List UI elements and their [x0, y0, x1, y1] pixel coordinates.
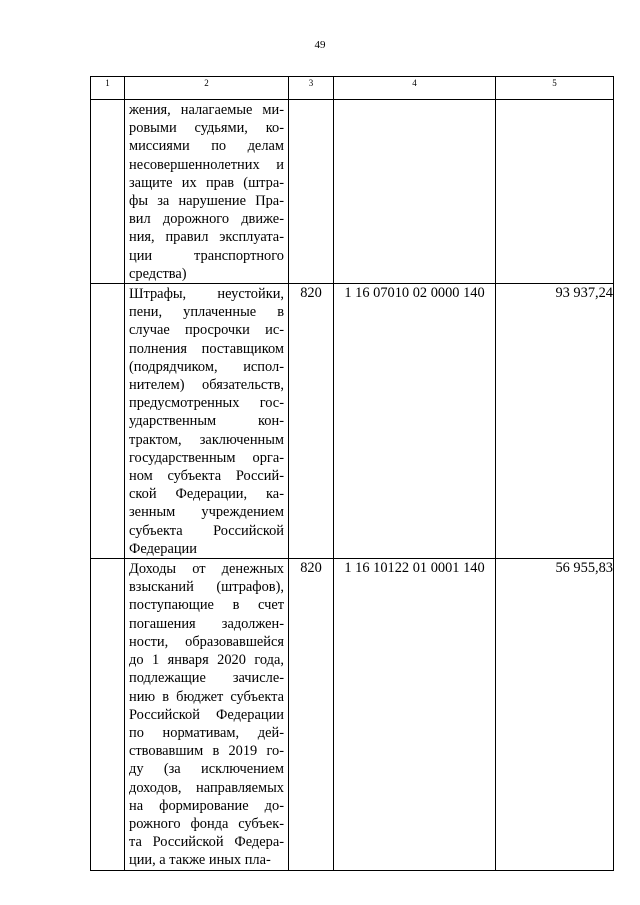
column-header: 3	[289, 77, 334, 100]
description-line: случае просрочки ис-	[129, 322, 284, 339]
admin-code-cell	[289, 100, 334, 284]
budget-classification-code-cell: 1 16 10122 01 0001 140	[334, 559, 496, 870]
description-line: государственным орга-	[129, 449, 284, 466]
admin-code-cell: 820	[289, 559, 334, 870]
description-line: вил дорожного движе-	[129, 211, 284, 228]
description-line: ния, правил эксплуата-	[129, 229, 284, 246]
description-line: Российской Федерации	[129, 706, 284, 723]
row-number-cell	[91, 284, 125, 559]
description-line: ном субъекта Россий-	[129, 468, 284, 485]
description-line: трактом, заключенным	[129, 431, 284, 448]
description-line: зенным учреждением	[129, 504, 284, 521]
income-description-cell	[125, 100, 289, 284]
amount-cell: 93 937,24	[496, 284, 614, 559]
description-line: субъекта Российской	[129, 522, 284, 539]
row-number-cell	[91, 100, 125, 284]
description-line: ции, а также иных пла-	[129, 852, 271, 869]
income-description-cell	[125, 284, 289, 559]
page-number: 49	[314, 39, 326, 51]
column-header: 2	[125, 77, 289, 100]
description-line: погашения задолжен-	[129, 615, 284, 632]
description-line: миссиями по делам	[129, 138, 284, 155]
description-line: подлежащие зачисле-	[129, 670, 284, 687]
description-line: поступающие в счет	[129, 597, 284, 614]
description-line: предусмотренных гос-	[129, 395, 284, 412]
description-line: полнения поставщиком	[129, 340, 284, 357]
description-line: защите их прав (штра-	[129, 174, 284, 191]
description-line: доходов, направляемых	[129, 779, 284, 796]
description-line: на формирование до-	[129, 797, 284, 814]
description-line: Доходы от денежных	[129, 561, 284, 578]
table-row	[91, 559, 614, 870]
amount-cell: 56 955,83	[496, 559, 614, 870]
description-line: ции транспортного	[129, 247, 284, 264]
description-line: средства)	[129, 265, 187, 282]
description-line: нителем) обязательств,	[129, 377, 284, 394]
column-header: 5	[496, 77, 614, 100]
column-header: 4	[334, 77, 496, 100]
description-line: несовершеннолетних и	[129, 156, 284, 173]
description-line: Штрафы, неустойки,	[129, 286, 284, 303]
column-header: 1	[91, 77, 125, 100]
description-line: пени, уплаченные в	[129, 304, 284, 321]
description-line: ду (за исключением	[129, 761, 284, 778]
description-line: (подрядчиком, испол-	[129, 358, 284, 375]
admin-code-cell: 820	[289, 284, 334, 559]
row-number-cell	[91, 559, 125, 870]
budget-table	[90, 76, 614, 871]
description-line: жения, налагаемые ми-	[129, 102, 284, 118]
description-line: Федерации	[129, 540, 197, 557]
income-description-cell	[125, 559, 289, 870]
description-line: взысканий (штрафов),	[129, 579, 284, 596]
description-line: та Российской Федера-	[129, 834, 284, 851]
description-line: до 1 января 2020 года,	[129, 652, 284, 669]
description-line: по нормативам, дей-	[129, 724, 284, 741]
description-line: рожного фонда субъек-	[129, 815, 284, 832]
table-row	[91, 100, 614, 284]
budget-classification-code-cell: 1 16 07010 02 0000 140	[334, 284, 496, 559]
table-header-row	[91, 77, 614, 100]
description-line: фы за нарушение Пра-	[129, 193, 284, 210]
budget-classification-code-cell	[334, 100, 496, 284]
table-row	[91, 284, 614, 559]
description-line: ности, образовавшейся	[129, 633, 284, 650]
description-line: ской Федерации, ка-	[129, 486, 284, 503]
description-line: ствовавшим в 2019 го-	[129, 743, 284, 760]
amount-cell	[496, 100, 614, 284]
description-line: ровыми судьями, ко-	[129, 120, 284, 137]
description-line: ударственным кон-	[129, 413, 284, 430]
description-line: нию в бюджет субъекта	[129, 688, 284, 705]
